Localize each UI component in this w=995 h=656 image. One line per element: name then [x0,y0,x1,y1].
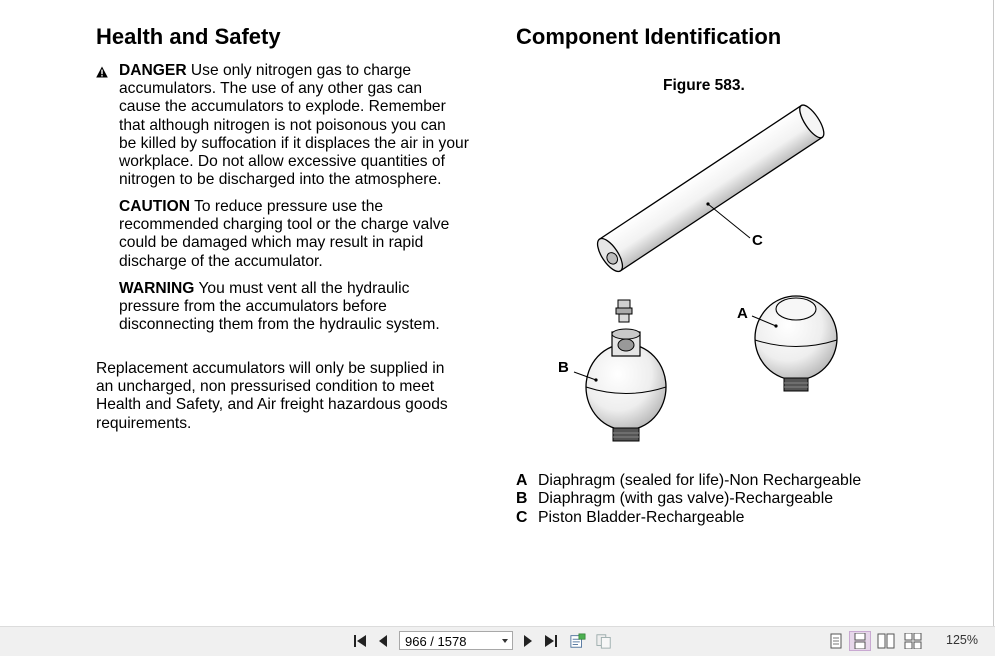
legend-text: Diaphragm (with gas valve)-Rechargeable [538,490,834,508]
figure-caption: Figure 583. [663,77,745,94]
chevron-down-icon [502,639,508,643]
replacement-text-line: an uncharged, non pressurised condition to meet [96,378,435,396]
legend-item [516,472,861,490]
accumulator-figure [540,100,860,455]
next-page-icon[interactable] [521,633,535,649]
continuous-facing-icon[interactable] [904,633,922,649]
first-page-icon[interactable] [352,633,368,649]
warning-label: WARNING [119,280,195,297]
label-c: C [752,232,763,249]
figure-legend [516,472,861,527]
danger-label: DANGER [119,62,187,79]
caution-paragraph [119,198,478,271]
piston-accumulator-drawing [593,102,828,276]
caution-text-line: recommended charging tool or the charge valve [119,216,450,234]
warning-text-line: pressure from the accumulators before [119,298,387,316]
danger-text-line: Use only nitrogen gas to charge [190,62,412,79]
legend-item [516,490,861,508]
facing-pages-icon[interactable] [877,633,895,649]
legend-key: B [516,490,528,508]
zoom-level[interactable]: 125% [946,633,978,647]
toc-icon[interactable] [569,633,587,649]
last-page-icon[interactable] [543,633,559,649]
legend-text: Piston Bladder-Rechargeable [538,508,745,526]
warning-paragraph [119,280,478,335]
legend-key: A [516,472,528,489]
label-a: A [737,305,748,322]
label-b: B [558,359,569,376]
replacement-paragraph [96,360,478,433]
danger-text-line: that although nitrogen is not poisonous you can [119,116,446,134]
prev-page-icon[interactable] [376,633,390,649]
continuous-page-icon[interactable] [853,633,867,649]
section-title-component-identification: Component Identification [516,24,782,49]
legend-text: Diaphragm (sealed for life)-Non Rechargeable [538,472,862,489]
caution-label: CAUTION [119,198,191,215]
thumbnails-icon[interactable] [595,633,613,649]
page-indicator: 966 / 1578 [405,634,467,649]
rechargeable-diaphragm-drawing [574,300,666,441]
legend-item [516,509,861,527]
caution-text-line: could be damaged which may result in rapid [119,234,424,252]
replacement-text-line: Replacement accumulators will only be supplied in [96,360,445,377]
sealed-diaphragm-drawing [752,296,837,391]
replacement-text-line: Health and Safety, and Air freight hazardous goods [96,396,448,414]
caution-text-line: To reduce pressure use the [194,198,384,215]
warning-text-line: disconnecting them from the hydraulic system. [119,316,440,334]
warning-triangle-icon [96,66,108,78]
page-number-select[interactable] [399,631,513,650]
warning-text-line: You must vent all the hydraulic [198,280,410,297]
single-page-icon[interactable] [829,633,843,649]
danger-text-line: accumulators. The use of any other gas can [119,80,423,98]
danger-text-line: workplace. Do not allow excessive quantities of [119,153,445,171]
danger-text-line: nitrogen to be discharged into the atmosphere. [119,171,442,189]
danger-text-line: cause the accumulators to explode. Remember [119,98,446,116]
danger-paragraph [119,62,478,189]
viewer-toolbar [0,626,995,656]
section-title-health-safety: Health and Safety [96,24,281,49]
legend-key: C [516,508,528,526]
caution-text-line: discharge of the accumulator. [119,252,323,270]
danger-text-line: be killed by suffocation if it displaces the air in your [119,134,469,152]
replacement-text-line: requirements. [96,414,192,432]
